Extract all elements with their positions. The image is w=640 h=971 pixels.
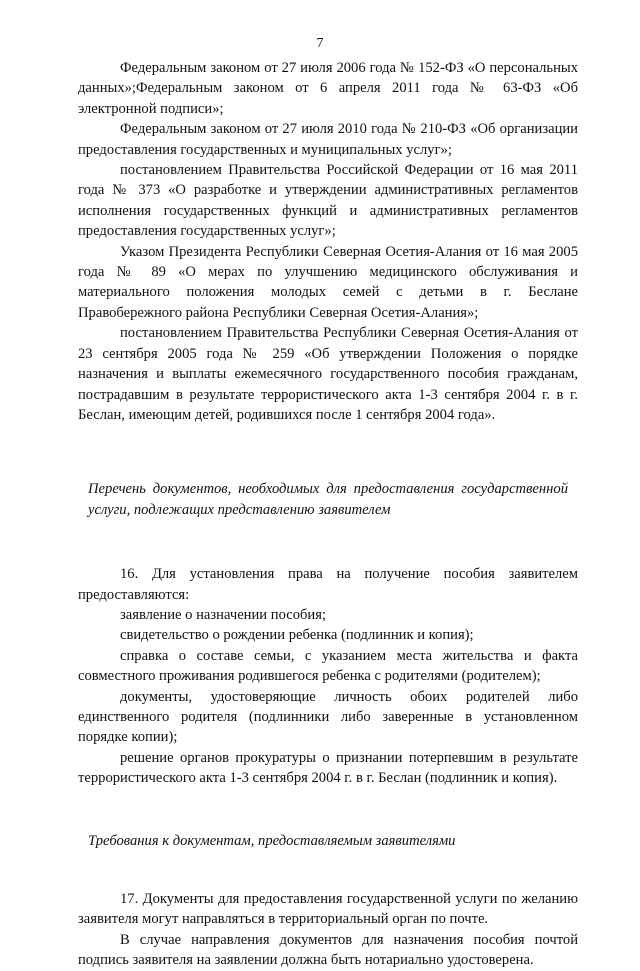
paragraph: заявление о назначении пособия; <box>120 606 327 623</box>
paragraph: справка о составе семьи, с указанием места жительства и факта совместного проживания родившегося ребенка с родителями (родителем); <box>78 647 578 685</box>
paragraph: 16. Для установления права на получение пособия заявителем предоставляются: <box>78 566 578 603</box>
paragraph: В случае направления документов для назначения пособия почтой подпись заявителя на заявлении должна быть нотариально удостоверена. <box>78 931 578 969</box>
paragraph: решение органов прокуратуры о признании потерпевшим в результате террористического акта 1-3 сентября 2004 г. в г. Беслан (подлинник и копия). <box>78 749 578 787</box>
paragraph: постановлением Правительства Республики Северная Осетия-Алания от 23 сентября 2005 года № 259 «Об утверждении Положения о порядке назначения и выплаты ежемесячного государственного пособия гражданам, пострадавшим в результате террористического акта 1-3 сентября 2004 г. в г. Беслан, имеющим детей, родившихся после 1 сентября 2004 года». <box>78 325 578 423</box>
spacer <box>78 520 578 564</box>
paragraph: постановлением Правительства Российской Федерации от 16 мая 2011 года № 373 «О разработке и утверждении административных регламентов исполнения государственных функций и административных регламентов предоставления государственных услуг»; <box>78 162 578 240</box>
paragraph: Указом Президента Республики Северная Осетия-Алания от 16 мая 2005 года № 89 «О мерах по улучшению медицинского обслуживания и материального положения молодых семей с детьми в г. Беслане Правобережного района Республики Северная Осетия-Алания»; <box>78 243 578 321</box>
paragraph: свидетельство о рождении ребенка (подлинник и копия); <box>120 627 474 644</box>
document-body <box>78 58 578 971</box>
spacer <box>78 851 578 889</box>
spacer <box>78 789 578 831</box>
paragraph: Федеральным законом от 27 июля 2010 года № 210-ФЗ «Об организации предоставления государственных и муниципальных услуг»; <box>78 121 578 158</box>
spacer <box>78 425 578 479</box>
section-heading-documents: Перечень документов, необходимых для предоставления государственной услуги, подлежащих представлению заявителем <box>88 481 568 518</box>
paragraph: 17. Документы для предоставления государственной услуги по желанию заявителя могут направляться в территориальный орган по почте. <box>78 891 578 928</box>
page-number: 7 <box>316 36 324 51</box>
section-heading-requirements: Требования к документам, предоставляемым заявителями <box>88 832 456 849</box>
paragraph: документы, удостоверяющие личность обоих родителей либо единственного родителя (подлинники либо заверенные в установленном порядке копии); <box>78 688 578 746</box>
paragraph: Федеральным законом от 27 июля 2006 года № 152-ФЗ «О персональных данных»;Федеральным законом от 6 апреля 2011 года № 63-ФЗ «Об электронной подписи»; <box>78 60 578 117</box>
